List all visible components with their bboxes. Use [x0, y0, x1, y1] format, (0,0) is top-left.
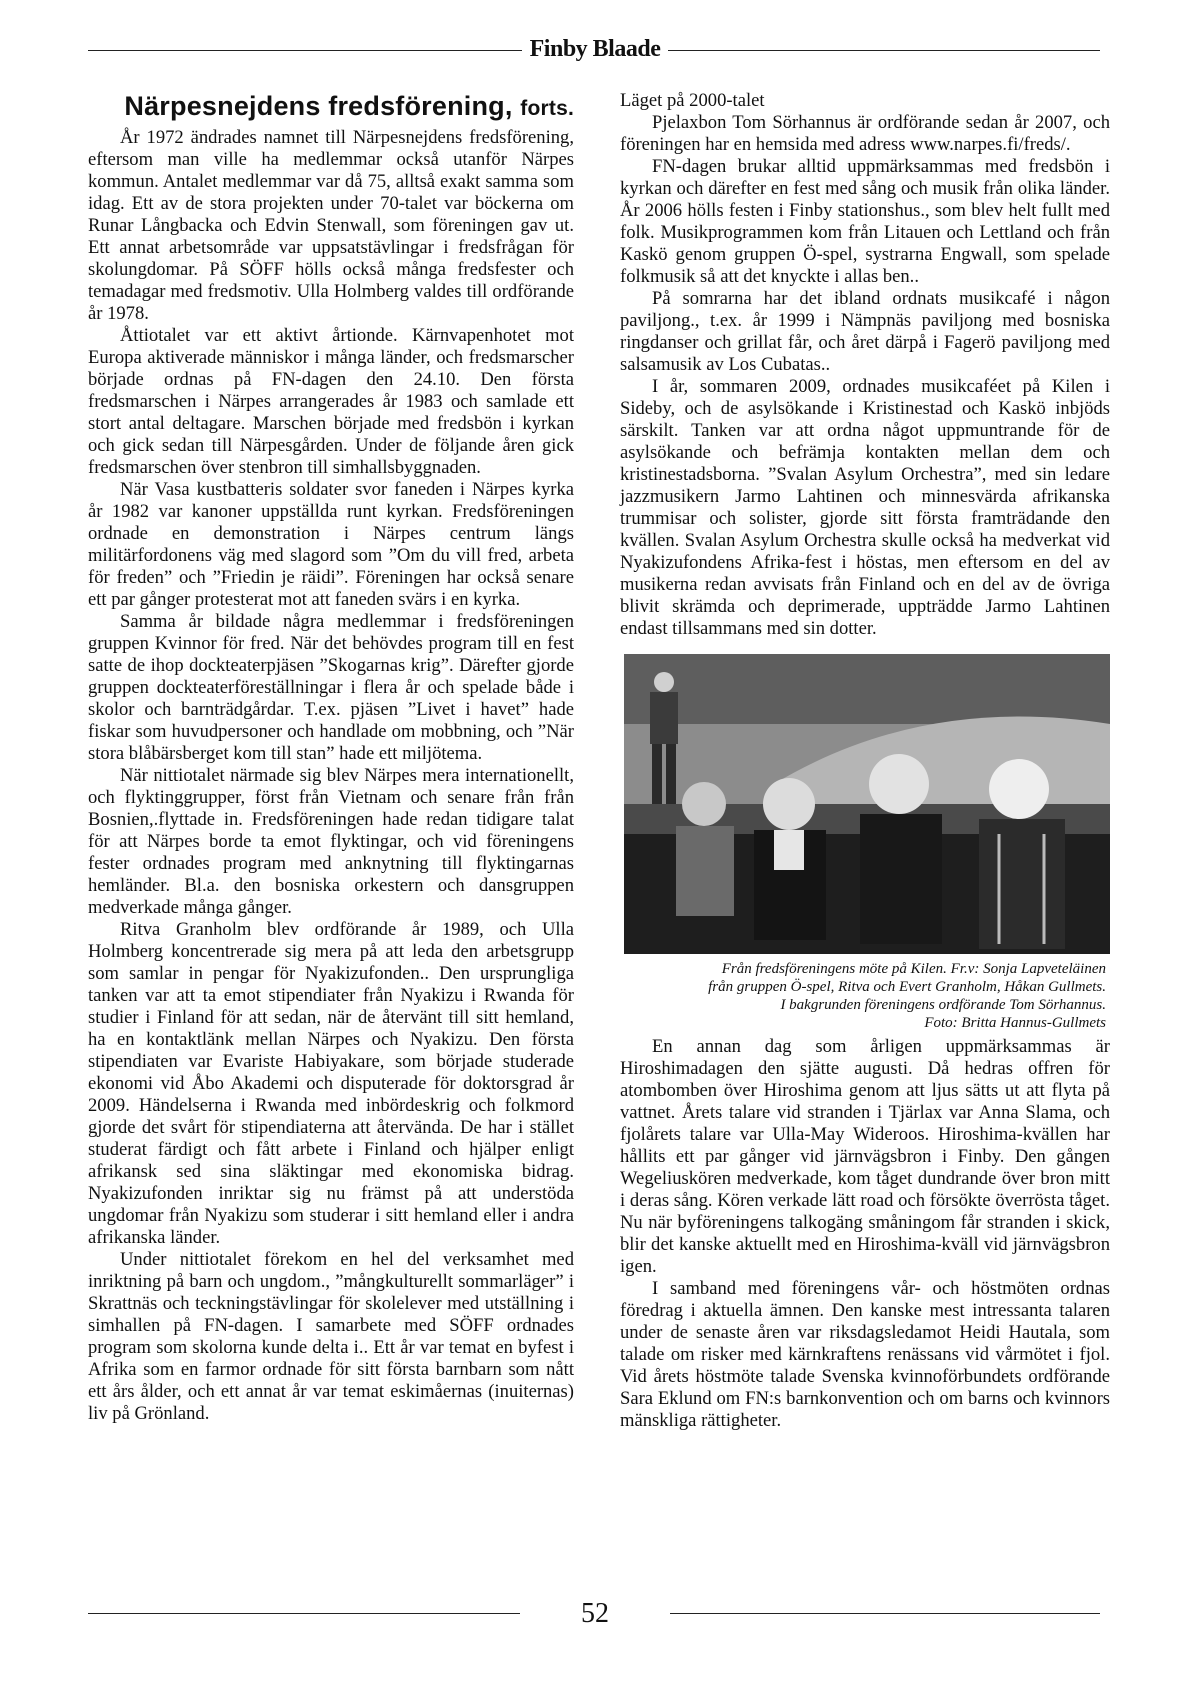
footer-rule-right [670, 1613, 1100, 1614]
photo-caption [620, 960, 1106, 1032]
left-paragraph-4: Samma år bildade några medlemmar i fredsföreningen gruppen Kvinnor för fred. När det behövdes program till en fest satte de ihop dockteaterpjäsen ”Skogarnas krig”. Därefter gjorde gruppen dockteaterföreställningar i flera år och spelade både i skolor och barnträdgårdar. T.ex. pjäsen ”Livet i havet” hade fiskar som huvudpersoner och handlade om mobbning, och ”När stora blåbärsberget kom till stan” hade ett miljötema. [88, 611, 574, 764]
left-paragraph-7: Under nittiotalet förekom en hel del verksamhet med inriktning på barn och ungdom., ”mångkulturellt sommarläger” i Skrattnäs och teckningstävlingar för skolelever med utställning i simhallen på FN-dagen. I samarbete med SÖFF ordnades program som skolorna kunde delta i.. Ett år var temat en byfest i Afrika som en farmor ordnade för sitt första barnbarn som nått ett års ålder, och ett annat år var temat eskimåernas (inuiternas) liv på Grönland. [88, 1249, 574, 1424]
article-headline [88, 90, 574, 125]
left-paragraph-5: När nittiotalet närmade sig blev Närpes mera internationellt, och flyktinggrupper, först från Vietnam och senare från från Bosnien,.flyttade in. Fredsföreningen hade redan tidigare talat för att Närpes borde ta emot flyktingar, och vid föreningens fester ordnades program med anknytning till flyktingarnas hemländer. Bl.a. den bosniska orkestern och dansgruppen medverkade många gånger. [88, 765, 574, 918]
left-paragraph-3: När Vasa kustbatteris soldater svor faneden i Närpes kyrka år 1982 var kanoner uppställda runt kyrkan. Fredsföreningen ordnade en demonstration i Närpes centrum längs militärfordonens väg med slagord som ”Om du vill fred, arbeta för freden” och ”Friedin je räidi”. Föreningen har också senare ett par gånger protesterat mot att faneden svärs i en kyrka. [88, 479, 574, 610]
right-paragraph-1: Pjelaxbon Tom Sörhannus är ordförande sedan år 2007, och föreningen har en hemsida med adress www.narpes.fi/freds/. [620, 112, 1110, 155]
right-paragraph-2: FN-dagen brukar alltid uppmärksammas med fredsbön i kyrkan och därefter en fest med sång och musik från olika länder. År 2006 hölls festen i Finby stationshus., som blev helt fullt med folk. Musikprogrammen kom från Litauen och Lettland och från Kaskö genom gruppen Ö-spel, systrarna Engwall, som spelade folkmusik så att det knyckte i allas ben.. [620, 156, 1110, 287]
photo-credit: Foto: Britta Hannus-Gullmets [924, 1015, 1106, 1031]
headline-suffix: forts. [520, 97, 574, 120]
group-photo-illustration [624, 654, 1110, 954]
header-rule-right [668, 50, 1100, 51]
right-column [620, 90, 1110, 1432]
page-number: 52 [581, 1598, 609, 1629]
publication-title: Finby Blaade [529, 36, 661, 62]
headline-text: Närpesnejdens fredsförening, [124, 91, 513, 121]
left-paragraph-1: År 1972 ändrades namnet till Närpesnejdens fredsförening, eftersom man ville ha medlemmar också utanför Närpes kommun. Antalet medlemmar var då 75, alltså exakt samma som idag. Ett av de stora projekten under 70-talet var böckerna om Runar Långbacka och Edvin Stenwall, som föreningen gav ut. Ett annat arbetsområde var uppsatstävlingar i fredsfrågan för skolungdomar. På SÖFF hölls också många fredsfester och temadagar med fredsmotiv. Ulla Holmberg valdes till ordförande år 1978. [88, 127, 574, 324]
left-paragraph-6: Ritva Granholm blev ordförande år 1989, och Ulla Holmberg koncentrerade sig mera på att leda den arbetsgrupp som samlar in pengar för Nyakizufonden.. Den ursprungliga tanken var att ta emot stipendiater från Nyakizu i Rwanda för studier i Finland för att sedan, när de återvänt till sitt hemland, ha en kontaktlänk mellan Närpes och Nyakizu. Den första stipendiaten var Evariste Habiyakare, som började studerade ekonomi vid Åbo Akademi och disputerade för doktorsgrad år 2009. Händelserna i Rwanda med inbördeskrig och folkmord gjorde det svårt för stipendiaterna att återvända. De har i stället studerat färdigt och fått arbete i Finland och hjälper enligt afrikansk sed sina släktingar med ekonomiska bidrag. Nyakizufonden inriktar sig nu främst på att understöda ungdomar från Nyakizu som studerar i sitt hemland eller i andra afrikanska länder. [88, 919, 574, 1248]
right-paragraph-4: I år, sommaren 2009, ordnades musikcaféet på Kilen i Sideby, och de asylsökande i Kristinestad och Kaskö inbjöds särskilt. Tanken var att ordna något uppmuntrande för de asylsökande och befrämja kontakten mellan dem och kristinestadsborna. ”Svalan Asylum Orchestra”, med sin ledare jazzmusikern Jarmo Lahtinen och minnesvärda afrikanska trummisar och solister, gjorde sitt första framträdande den kvällen. Svalan Asylum Orchestra skulle också ha medverkat vid Nyakizufondens Afrika-fest i höstas, men eftersom en del av musikerna redan avvisats från Finland och en del av de övriga blivit skrämda och deprimerade, uppträdde Jarmo Lahtinen endast tillsammans med sin dotter. [620, 376, 1110, 639]
caption-line-3: I bakgrunden föreningens ordförande Tom Sörhannus. [780, 997, 1106, 1013]
right-paragraph-5: En annan dag som årligen uppmärksammas är Hiroshimadagen den sjätte augusti. Då hedras offren för atombomben över Hiroshima genom att ljus sätts ut att flyta på vattnet. Årets talare vid stranden i Tjärlax var Anna Slama, och fjolårets talare var Ulla-May Wideroos. Hiroshima-kvällen har hållits ett par gånger vid järnvägsbron i Finby. Den gången Wegeliuskören medverkade, kom tåget dundrande över bron mitt i deras sång. Kören verkade lätt road och försökte överrösta tåget. Nu när byföreningens talkogäng småningom får stranden i skick, blir det kanske aktuellt med en Hiroshima-kväll vid järnvägsbron igen. [620, 1036, 1110, 1277]
group-photo [624, 654, 1110, 954]
caption-line-1: Från fredsföreningens möte på Kilen. Fr.v: Sonja Lapveteläinen [721, 961, 1106, 977]
caption-line-2: från gruppen Ö-spel, Ritva och Evert Granholm, Håkan Gullmets. [708, 979, 1106, 995]
right-paragraph-3: På somrarna har det ibland ordnats musikcafé i någon paviljong., t.ex. år 1999 i Nämpnäs paviljong med bosniska ringdanser och grillat får, och året därpå i Fagerö paviljong med salsamusik av Los Cubatas.. [620, 288, 1110, 375]
section-heading: Läget på 2000-talet [620, 90, 765, 111]
left-paragraph-2: Åttiotalet var ett aktivt årtionde. Kärnvapenhotet mot Europa aktiverade människor i många länder, och fredsmarscher började ordnas på FN-dagen den 24.10. Den första fredsmarschen i Närpes arrangerades år 1983 och samlade ett stort antal deltagare. Marschen började med fredsbön i kyrkan och gick sedan till Närpesgården. Under de följande åren gick fredsmarschen över stenbron till simhallsbyggnaden. [88, 325, 574, 478]
right-paragraph-6: I samband med föreningens vår- och höstmöten ordnas föredrag i aktuella ämnen. Den kanske mest intressanta talaren under de senaste åren var riksdagsledamot Heidi Hautala, som talade om risker med kärnkraftens renässans vid vårmötet i fjol. Vid årets höstmöte talade Svenska kvinnoförbundets ordförande Sara Eklund om FN:s barnkonvention och om barns och kvinnors mänskliga rättigheter. [620, 1278, 1110, 1431]
left-column [88, 90, 574, 1425]
